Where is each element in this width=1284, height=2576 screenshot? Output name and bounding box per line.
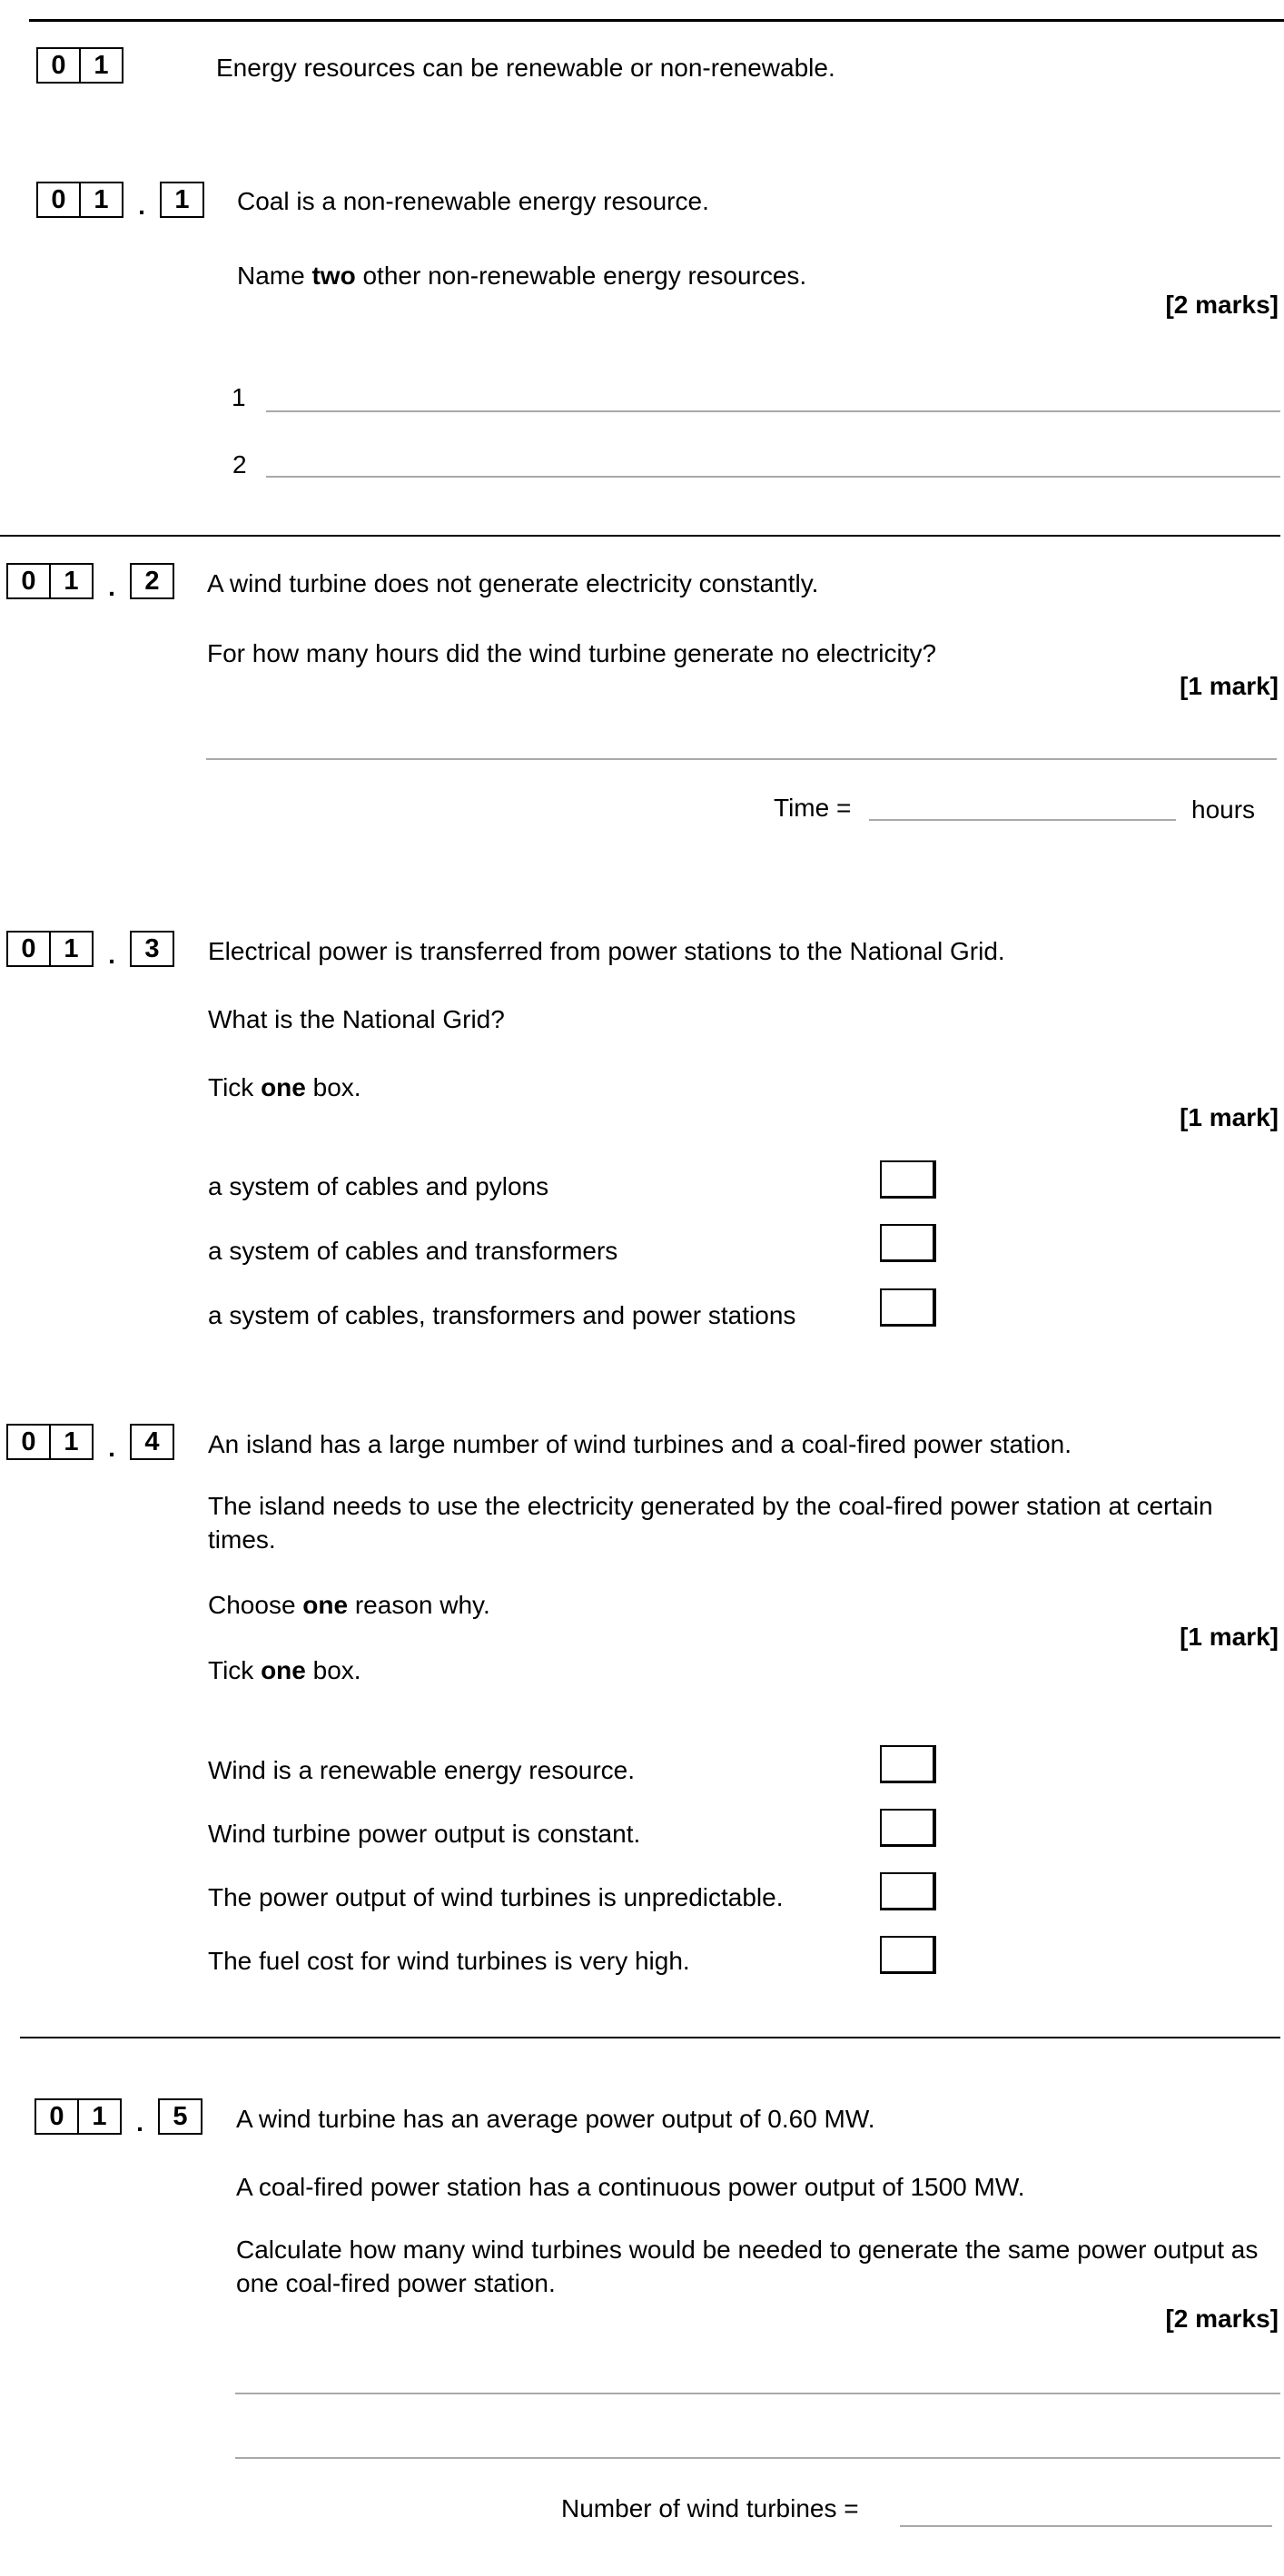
- tick-checkbox-option-2[interactable]: [880, 1809, 936, 1847]
- tick-instruction: [208, 1071, 361, 1104]
- option-label: a system of cables and transformers: [208, 1237, 618, 1265]
- working-line-2[interactable]: [235, 2457, 1280, 2459]
- digit-cell: 0: [6, 563, 51, 599]
- digit-cell: 1: [79, 47, 123, 84]
- working-line-1[interactable]: [235, 2393, 1280, 2394]
- question-number-01: [36, 47, 123, 84]
- section-separator: [0, 535, 1280, 537]
- digit-cell: 1: [49, 563, 94, 599]
- section-separator: [20, 2037, 1280, 2038]
- question-number-dot: .: [108, 941, 115, 969]
- question-number-dot: .: [108, 573, 115, 601]
- question-01-3-statement: Electrical power is transferred from power stations to the National Grid.: [208, 937, 1005, 965]
- digit-cell: 1: [49, 1424, 94, 1460]
- digit-cell: 1: [79, 182, 123, 218]
- digit-cell: 2: [130, 563, 174, 599]
- tick-checkbox-option-1[interactable]: [880, 1745, 936, 1783]
- question-01-5-statement-2: A coal-fired power station has a continuous power output of 1500 MW.: [236, 2173, 1025, 2201]
- choose-post: reason why.: [348, 1591, 490, 1619]
- tick-pre: Tick: [208, 1656, 262, 1684]
- question-number-01-4: [6, 1424, 174, 1460]
- digit-cell: 0: [35, 2098, 79, 2135]
- question-01-statement: Energy resources can be renewable or non-renewable.: [216, 54, 835, 82]
- prompt-post: other non-renewable energy resources.: [355, 262, 807, 290]
- answer-1-label: 1: [232, 383, 246, 411]
- tick-pre: Tick: [208, 1073, 262, 1101]
- prompt-bold: two: [311, 262, 356, 290]
- marks-label: [1 mark]: [1180, 672, 1279, 700]
- prompt-pre: Name: [237, 262, 312, 290]
- digit-cell: 0: [6, 1424, 51, 1460]
- marks-label: [1 mark]: [1180, 1103, 1279, 1131]
- tick-checkbox-option-1[interactable]: [880, 1160, 936, 1199]
- question-number-dot: .: [136, 2108, 143, 2137]
- question-number-01-2: [6, 563, 174, 599]
- choose-bold: one: [302, 1591, 349, 1619]
- choose-instruction: [208, 1588, 490, 1622]
- digit-cell: 0: [36, 182, 81, 218]
- tick-checkbox-option-3[interactable]: [880, 1872, 936, 1910]
- top-rule: [29, 19, 1284, 22]
- tick-post: box.: [305, 1656, 361, 1684]
- question-number-01-5: [35, 2098, 202, 2135]
- option-label: a system of cables, transformers and power stations: [208, 1301, 796, 1329]
- digit-cell: 5: [158, 2098, 202, 2135]
- answer-line-2[interactable]: [266, 476, 1280, 478]
- question-01-5-statement-1: A wind turbine has an average power output of 0.60 MW.: [236, 2105, 875, 2133]
- digit-cell: 1: [49, 931, 94, 967]
- digit-cell: 1: [77, 2098, 122, 2135]
- option-label: a system of cables and pylons: [208, 1172, 549, 1200]
- option-label: The power output of wind turbines is unpredictable.: [208, 1883, 784, 1911]
- question-number-dot: .: [108, 1434, 115, 1462]
- question-01-2-question: For how many hours did the wind turbine generate no electricity?: [207, 639, 937, 667]
- digit-cell: 3: [130, 931, 174, 967]
- option-label: Wind is a renewable energy resource.: [208, 1756, 636, 1784]
- tick-post: box.: [305, 1073, 361, 1101]
- digit-cell: 4: [130, 1424, 174, 1460]
- question-01-2-statement: A wind turbine does not generate electricity constantly.: [207, 569, 819, 597]
- marks-label: [2 marks]: [1165, 291, 1279, 319]
- question-01-1-statement: Coal is a non-renewable energy resource.: [237, 187, 709, 215]
- working-line[interactable]: [206, 758, 1277, 760]
- tick-checkbox-option-4[interactable]: [880, 1936, 936, 1974]
- result-answer-line[interactable]: [900, 2525, 1272, 2527]
- marks-label: [1 mark]: [1180, 1623, 1279, 1651]
- tick-checkbox-option-3[interactable]: [880, 1288, 936, 1327]
- option-label: Wind turbine power output is constant.: [208, 1820, 641, 1848]
- question-number-dot: .: [138, 192, 145, 220]
- option-label: The fuel cost for wind turbines is very high.: [208, 1947, 690, 1975]
- tick-bold: one: [261, 1073, 306, 1101]
- tick-checkbox-option-2[interactable]: [880, 1224, 936, 1262]
- question-number-01-1: [36, 182, 204, 218]
- time-unit-label: hours: [1191, 795, 1256, 824]
- question-01-3-question: What is the National Grid?: [208, 1005, 505, 1033]
- question-01-5-task: Calculate how many wind turbines would be needed to generate the same power output as one coal-fired power station.: [236, 2235, 1259, 2297]
- result-label: Number of wind turbines =: [561, 2494, 859, 2522]
- tick-instruction: [208, 1653, 361, 1687]
- tick-bold: one: [261, 1656, 306, 1684]
- question-01-4-paragraph: The island needs to use the electricity generated by the coal-fired power station at certain times.: [208, 1492, 1213, 1554]
- time-answer-line[interactable]: [869, 819, 1176, 821]
- question-01-4-statement: An island has a large number of wind turbines and a coal-fired power station.: [208, 1430, 1072, 1458]
- question-number-01-3: [6, 931, 174, 967]
- digit-cell: 1: [160, 182, 204, 218]
- time-label: Time =: [774, 794, 852, 822]
- digit-cell: 0: [6, 931, 51, 967]
- marks-label: [2 marks]: [1165, 2305, 1279, 2333]
- choose-pre: Choose: [208, 1591, 303, 1619]
- answer-line-1[interactable]: [266, 410, 1280, 412]
- answer-2-label: 2: [232, 450, 247, 479]
- question-01-1-prompt: [237, 259, 806, 292]
- digit-cell: 0: [36, 47, 81, 84]
